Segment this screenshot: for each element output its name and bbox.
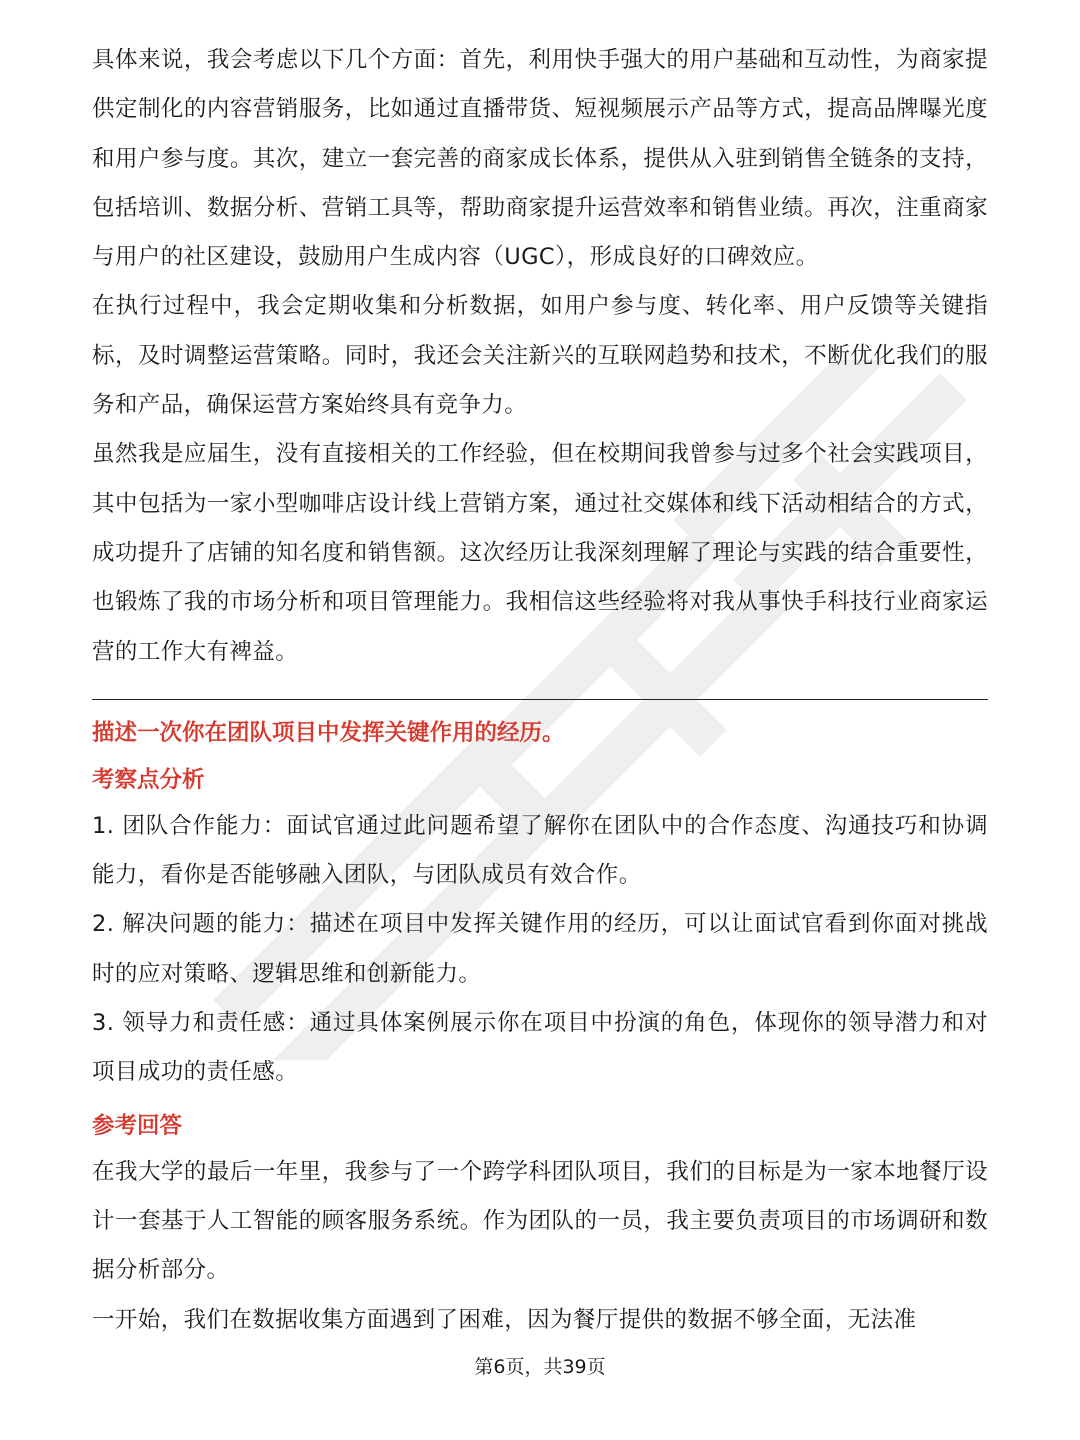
answer-paragraph-1: 在我大学的最后一年里，我参与了一个跨学科团队项目，我们的目标是为一家本地餐厅设计一套基于人工智能的顾客服务系统。作为团队的一员，我主要负责项目的市场调研和数据分析部分。 bbox=[92, 1158, 988, 1284]
analysis-points bbox=[92, 802, 988, 1098]
intro-paragraph-1: 具体来说，我会考虑以下几个方面：首先，利用快手强大的用户基础和互动性，为商家提供定制化的内容营销服务，比如通过直播带货、短视频展示产品等方式，提高品牌曝光度和用户参与度。其次，建立一套完善的商家成长体系，提供从入驻到销售全链条的支持，包括培训、数据分析、营销工具等，帮助商家提升运营效率和销售业绩。再次，注重商家与用户的社区建设，鼓励用户生成内容（UGC），形成良好的口碑效应。 bbox=[92, 47, 988, 271]
question-title: 描述一次你在团队项目中发挥关键作用的经历。 bbox=[92, 719, 565, 746]
intro-section bbox=[92, 36, 988, 677]
analysis-point-2: 2. 解决问题的能力：描述在项目中发挥关键作用的经历，可以让面试官看到你面对挑战时的应对策略、逻辑思维和创新能力。 bbox=[92, 911, 988, 987]
section-divider bbox=[92, 699, 988, 700]
answer-heading: 参考回答 bbox=[92, 1112, 183, 1139]
analysis-heading: 考察点分析 bbox=[92, 766, 205, 793]
analysis-point-1: 1. 团队合作能力：面试官通过此问题希望了解你在团队中的合作态度、沟通技巧和协调能力，看你是否能够融入团队，与团队成员有效合作。 bbox=[92, 812, 988, 889]
intro-paragraph-3: 虽然我是应届生，没有直接相关的工作经验，但在校期间我曾参与过多个社会实践项目，其中包括为一家小型咖啡店设计线上营销方案，通过社交媒体和线下活动相结合的方式，成功提升了店铺的知名度和销售额。这次经历让我深刻理解了理论与实践的结合重要性，也锻炼了我的市场分析和项目管理能力。我相信这些经验将对我从事快手科技行业商家运营的工作大有裨益。 bbox=[92, 441, 988, 665]
analysis-point-3: 3. 领导力和责任感：通过具体案例展示你在项目中扮演的角色，体现你的领导潜力和对项目成功的责任感。 bbox=[92, 1010, 988, 1086]
document-page bbox=[92, 36, 988, 1345]
answer-paragraph-2: 一开始，我们在数据收集方面遇到了困难，因为餐厅提供的数据不够全面，无法准 bbox=[92, 1306, 917, 1333]
intro-paragraph-2: 在执行过程中，我会定期收集和分析数据，如用户参与度、转化率、用户反馈等关键指标，及时调整运营策略。同时，我还会关注新兴的互联网趋势和技术，不断优化我们的服务和产品，确保运营方案始终具有竞争力。 bbox=[92, 293, 988, 419]
page-footer: 第6页，共39页 bbox=[474, 1356, 606, 1378]
answer-section bbox=[92, 1148, 988, 1345]
